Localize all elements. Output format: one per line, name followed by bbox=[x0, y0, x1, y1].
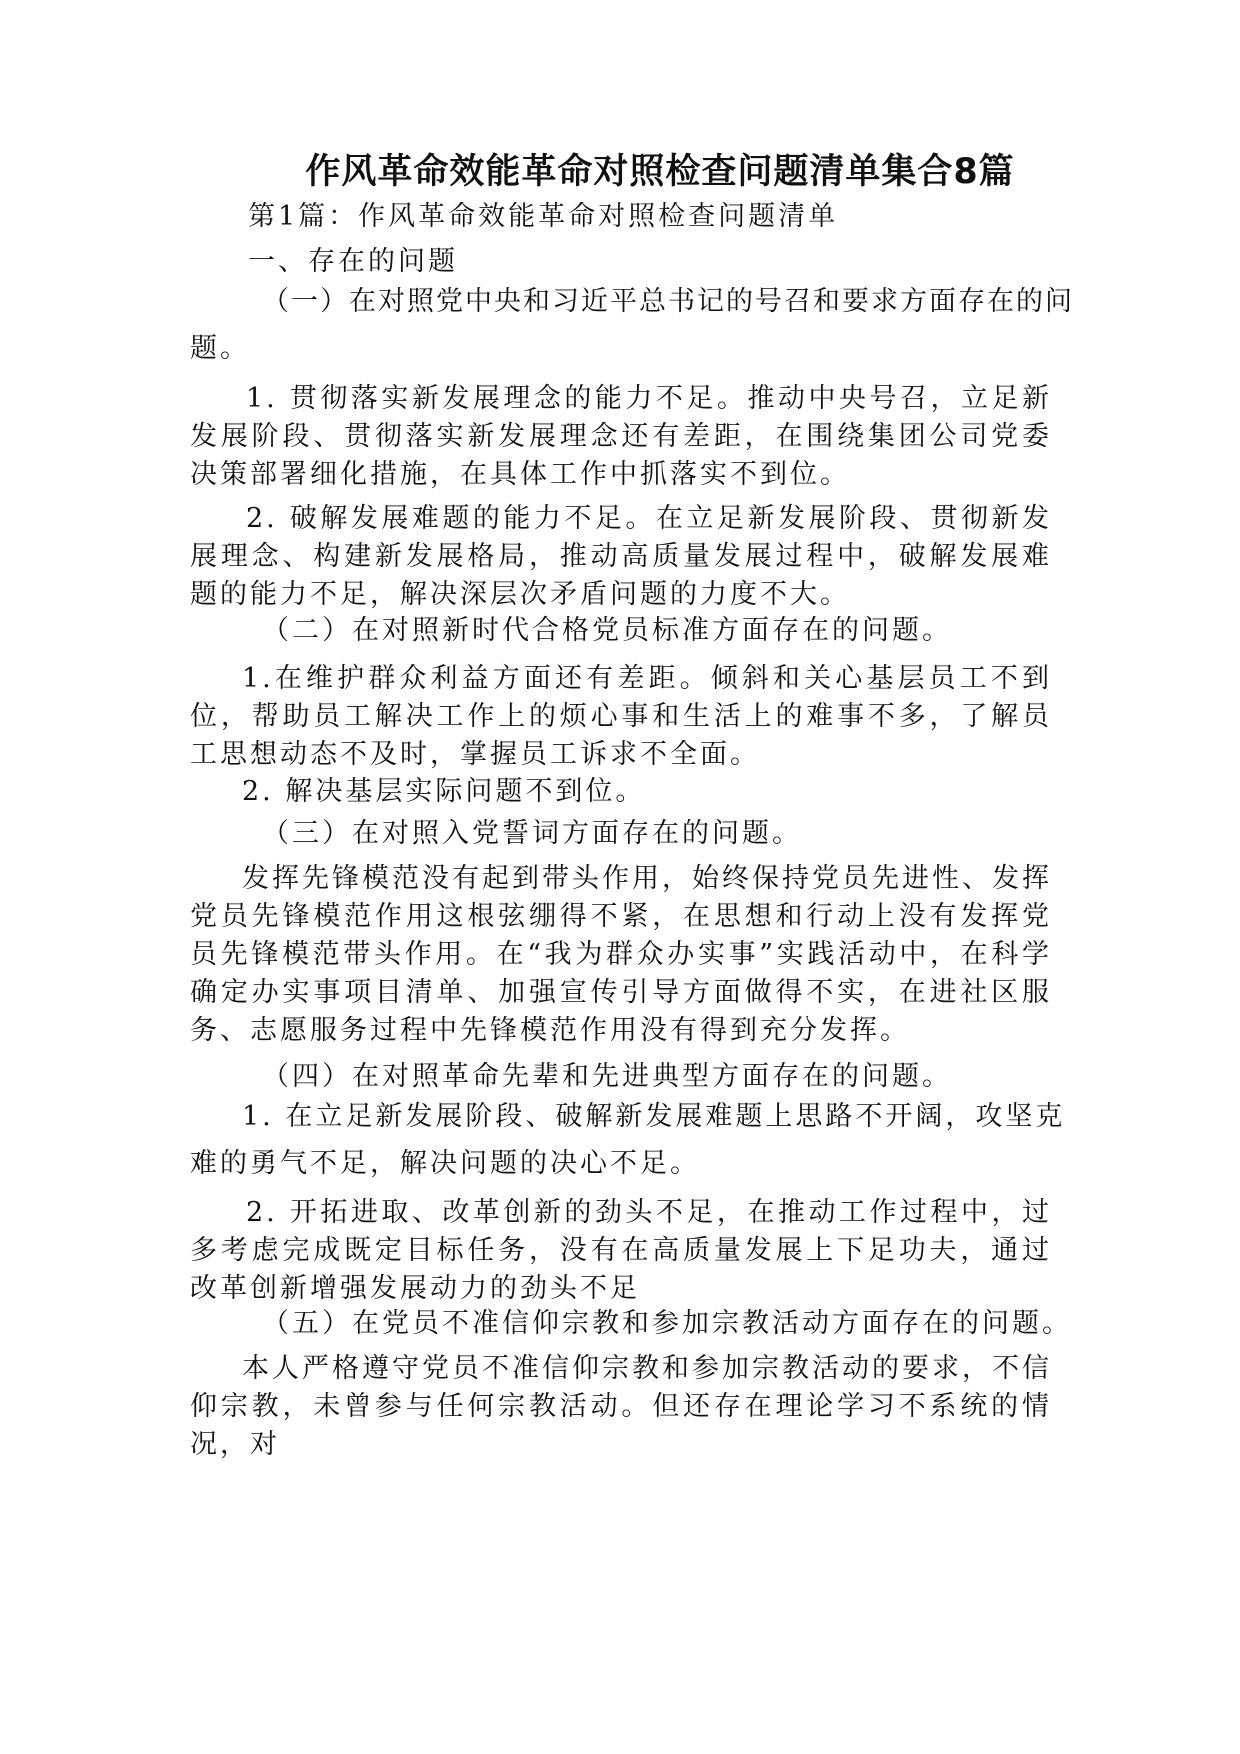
subsection-heading-3: （三）在对照入党誓词方面存在的问题。 bbox=[262, 818, 802, 849]
paragraph-5-1: 本人严格遵守党员不准信仰宗教和参加宗教活动的要求，不信仰宗教，未曾参与任何宗教活动。但还存在理论学习不系统的情况，对 bbox=[190, 1353, 1052, 1460]
paragraph-1-2: 2. 破解发展难题的能力不足。在立足新发展阶段、贯彻新发展理念、构建新发展格局，推动高质量发展过程中，破解发展难题的能力不足，解决深层次矛盾问题的力度不大。 bbox=[190, 503, 1052, 610]
paragraph-2-2: 2. 解决基层实际问题不到位。 bbox=[242, 776, 646, 807]
document-title: 作风革命效能革命对照检查问题清单集合8篇 bbox=[305, 152, 1015, 192]
paragraph-4-1: 1. 在立足新发展阶段、破解新发展难题上思路不开阔，攻坚克 bbox=[242, 1101, 1066, 1132]
paragraph-continuation: 题。 bbox=[190, 333, 250, 364]
paragraph-4-1-continuation: 难的勇气不足，解决问题的决心不足。 bbox=[190, 1148, 700, 1179]
subsection-heading-2: （二）在对照新时代合格党员标准方面存在的问题。 bbox=[262, 615, 952, 646]
paragraph-4-2: 2. 开拓进取、改革创新的劲头不足，在推动工作过程中，过多考虑完成既定目标任务，没有在高质量发展上下足功夫，通过改革创新增强发展动力的劲头不足 bbox=[190, 1197, 1052, 1304]
paragraph-2-1: 1.在维护群众利益方面还有差距。倾斜和关心基层员工不到位，帮助员工解决工作上的烦心事和生活上的难事不多，了解员工思想动态不及时，掌握员工诉求不全面。 bbox=[190, 663, 1052, 770]
paragraph-1-1: 1. 贯彻落实新发展理念的能力不足。推动中央号召，立足新发展阶段、贯彻落实新发展理念还有差距，在围绕集团公司党委决策部署细化措施，在具体工作中抓落实不到位。 bbox=[190, 383, 1052, 490]
subsection-heading-1: （一）在对照党中央和习近平总书记的号召和要求方面存在的问 bbox=[262, 286, 1074, 317]
subsection-heading-4: （四）在对照革命先辈和先进典型方面存在的问题。 bbox=[262, 1061, 952, 1092]
subsection-heading-5: （五）在党员不准信仰宗教和参加宗教活动方面存在的问题。 bbox=[262, 1308, 1072, 1339]
article-heading: 第1篇：作风革命效能革命对照检查问题清单 bbox=[248, 201, 839, 232]
paragraph-3-1: 发挥先锋模范没有起到带头作用，始终保持党员先进性、发挥党员先锋模范作用这根弦绷得不紧，在思想和行动上没有发挥党员先锋模范带头作用。在“我为群众办实事”实践活动中，在科学确定办实事项目清单、加强宣传引导方面做得不实，在进社区服务、志愿服务过程中先锋模范作用没有得到充分发挥。 bbox=[190, 863, 1052, 1046]
section-heading: 一、存在的问题 bbox=[248, 246, 458, 277]
